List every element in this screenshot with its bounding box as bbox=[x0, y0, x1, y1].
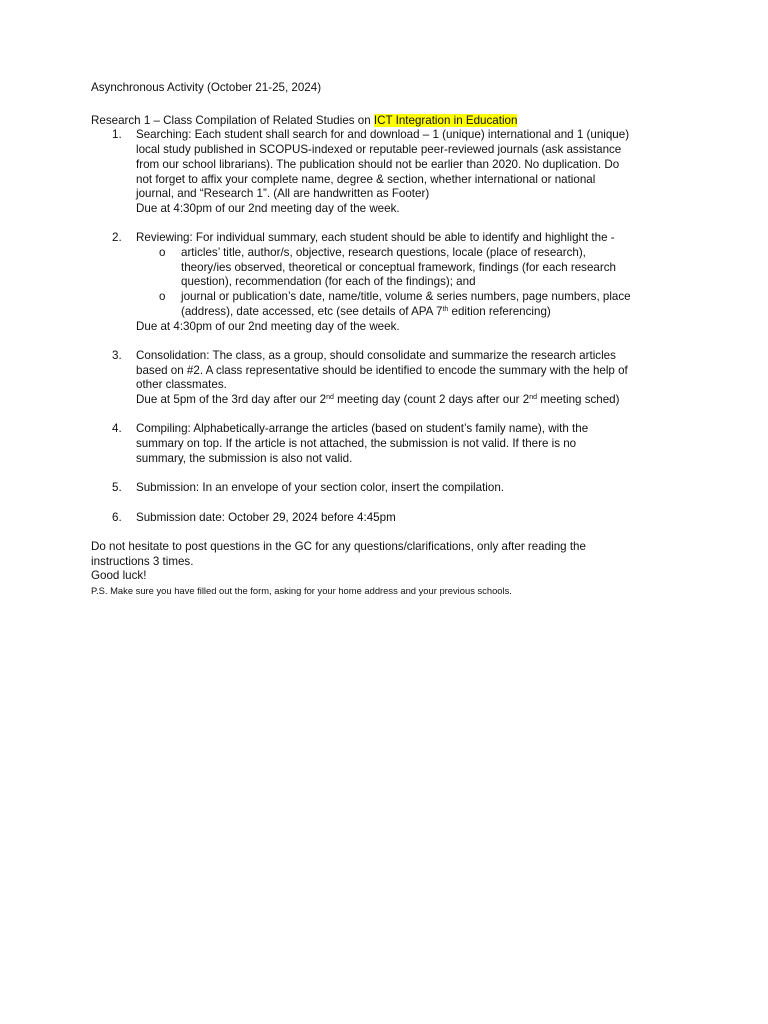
document-subtitle bbox=[91, 114, 691, 129]
step-number: 4. bbox=[112, 422, 122, 436]
step-line: Compiling: Alphabetically-arrange the articles (based on student’s family name), with the bbox=[136, 422, 589, 436]
step-line: journal, and “Research 1”. (All are handwritten as Footer) bbox=[136, 187, 430, 201]
sub-bullet-item bbox=[136, 290, 691, 319]
step-line: Submission: In an envelope of your section color, insert the compilation. bbox=[136, 481, 504, 495]
closing-line: Do not hesitate to post questions in the GC for any questions/clarifications, only after reading the bbox=[91, 540, 586, 553]
step-line: summary, the submission is also not valid. bbox=[136, 451, 353, 465]
step-line: from our school librarians). The publication should not be earlier than 2020. No duplication. Do bbox=[136, 157, 620, 171]
postscript-note: P.S. Make sure you have filled out the form, asking for your home address and your previous schools. bbox=[91, 585, 512, 597]
step-line: summary on top. If the article is not attached, the submission is not valid. If there is no bbox=[136, 437, 577, 451]
closing-line: instructions 3 times. bbox=[91, 554, 194, 568]
step-due: Due at 5pm of the 3rd day after our 2nd meeting day (count 2 days after our 2nd meeting sched) bbox=[136, 393, 620, 407]
step-line: Consolidation: The class, as a group, should consolidate and summarize the research articles bbox=[136, 348, 616, 362]
step-number: 6. bbox=[112, 510, 122, 524]
good-luck-line: Good luck! bbox=[91, 569, 147, 583]
step-number: 1. bbox=[112, 128, 122, 142]
step-line: other classmates. bbox=[136, 378, 227, 392]
subtitle-highlight: ICT Integration in Education bbox=[373, 113, 518, 127]
document-page bbox=[91, 81, 691, 597]
step-line: Reviewing: For individual summary, each student should be able to identify and highlight the - bbox=[136, 231, 615, 245]
step-item-reviewing bbox=[91, 231, 691, 334]
step-line: not forget to affix your complete name, degree & section, whether international or national bbox=[136, 172, 596, 186]
closing-note bbox=[91, 540, 691, 584]
sub-bullet-item bbox=[136, 246, 691, 290]
step-item-submission-date bbox=[91, 511, 691, 526]
step-number: 3. bbox=[112, 348, 122, 362]
step-item-consolidation bbox=[91, 349, 691, 408]
step-item-submission bbox=[91, 481, 691, 496]
step-item-searching bbox=[91, 128, 691, 216]
bullet-marker: o bbox=[159, 290, 166, 304]
bullet-line: (address), date accessed, etc (see details of APA 7th edition referencing) bbox=[181, 304, 551, 318]
subtitle-prefix: Research 1 – Class Compilation of Related Studies on bbox=[91, 113, 374, 127]
sub-bullet-list bbox=[136, 246, 691, 320]
step-number: 5. bbox=[112, 481, 122, 495]
bullet-line: articles’ title, author/s, objective, research questions, locale (place of research), bbox=[181, 246, 586, 260]
bullet-line: question), recommendation (for each of the findings); and bbox=[181, 275, 476, 289]
bullet-line: journal or publication’s date, name/title, volume & series numbers, page numbers, place bbox=[181, 290, 631, 304]
bullet-marker: o bbox=[159, 246, 166, 260]
superscript: nd bbox=[326, 394, 334, 402]
superscript: th bbox=[442, 305, 449, 313]
step-due: Due at 4:30pm of our 2nd meeting day of the week. bbox=[136, 201, 400, 215]
bullet-line: theory/ies observed, theoretical or conceptual framework, findings (for each research bbox=[181, 260, 616, 274]
step-line: local study published in SCOPUS-indexed or reputable peer-reviewed journals (ask assistance bbox=[136, 143, 622, 157]
steps-list bbox=[91, 128, 691, 525]
document-title: Asynchronous Activity (October 21-25, 2024) bbox=[91, 81, 322, 94]
superscript: nd bbox=[529, 394, 537, 402]
step-line: based on #2. A class representative should be identified to encode the summary with the help of bbox=[136, 363, 628, 377]
step-item-compiling bbox=[91, 422, 691, 466]
step-line: Submission date: October 29, 2024 before 4:45pm bbox=[136, 510, 396, 524]
step-line: Searching: Each student shall search for and download – 1 (unique) international and 1 (unique) bbox=[136, 128, 630, 142]
step-due: Due at 4:30pm of our 2nd meeting day of the week. bbox=[136, 319, 400, 333]
step-number: 2. bbox=[112, 231, 122, 245]
